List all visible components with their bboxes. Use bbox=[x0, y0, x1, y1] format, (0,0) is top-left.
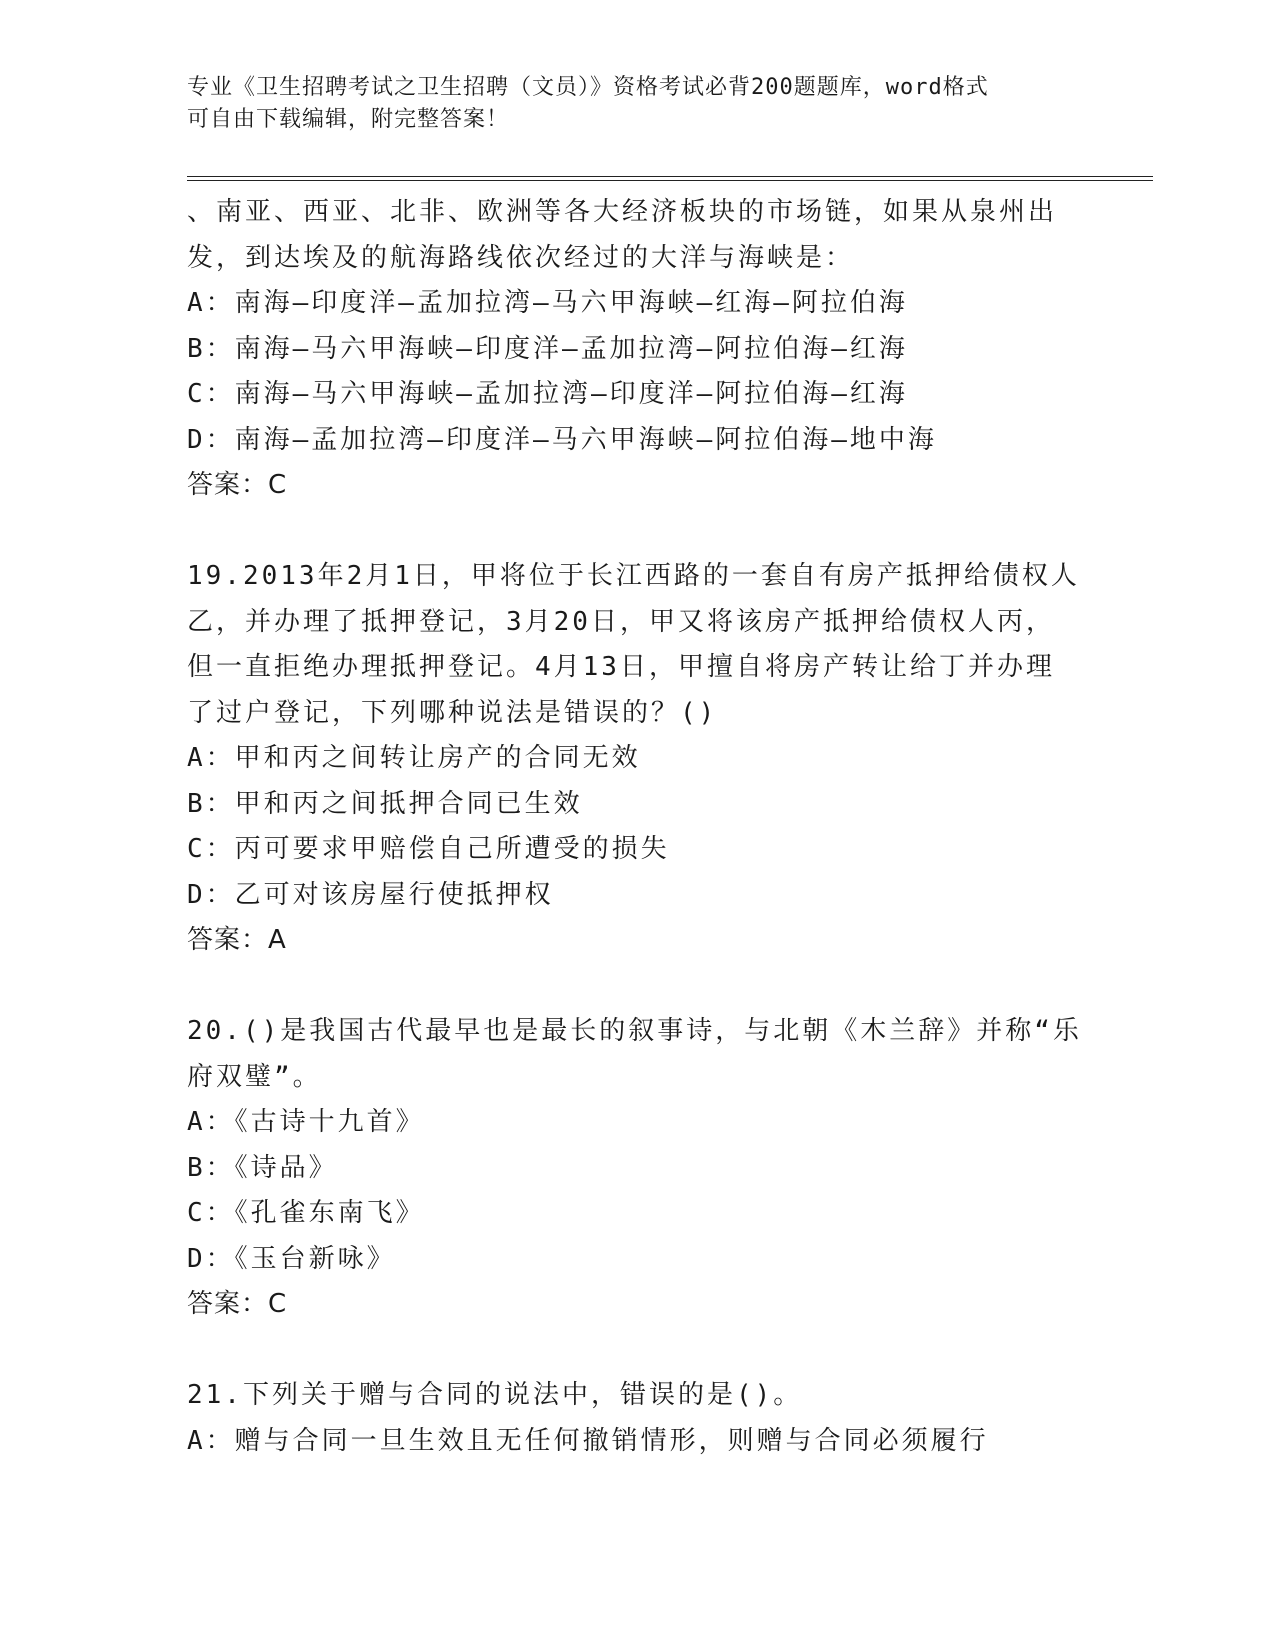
option-d: D：南海—孟加拉湾—印度洋—马六甲海峡—阿拉伯海—地中海 bbox=[187, 424, 937, 455]
question-text: 府双璧”。 bbox=[187, 1061, 322, 1092]
option-b: B：南海—马六甲海峡—印度洋—孟加拉湾—阿拉伯海—红海 bbox=[187, 333, 908, 364]
header-line-2: 可自由下载编辑，附完整答案！ bbox=[187, 107, 510, 132]
answer: 答案：C bbox=[187, 1289, 288, 1319]
question-text: 20.()是我国古代最早也是最长的叙事诗，与北朝《木兰辞》并称“乐 bbox=[187, 1016, 1082, 1046]
question-18 bbox=[187, 190, 1087, 509]
spacer bbox=[187, 964, 1087, 1010]
question-19 bbox=[187, 554, 1087, 964]
question-text: 乙，并办理了抵押登记，3月20日，甲又将该房产抵押给债权人丙， bbox=[187, 606, 1055, 637]
question-text: 21.下列关于赠与合同的说法中，错误的是()。 bbox=[187, 1380, 803, 1410]
answer: 答案：C bbox=[187, 470, 288, 500]
option-a: A：南海—印度洋—孟加拉湾—马六甲海峡—红海—阿拉伯海 bbox=[187, 288, 908, 318]
page-header bbox=[187, 72, 1087, 136]
option-a: A：赠与合同一旦生效且无任何撤销情形，则赠与合同必须履行 bbox=[187, 1425, 989, 1456]
option-b: B：《诗品》 bbox=[187, 1152, 338, 1183]
spacer bbox=[187, 1328, 1087, 1374]
option-c: C：丙可要求甲赔偿自己所遭受的损失 bbox=[187, 834, 670, 864]
question-text: 19.2013年2月1日，甲将位于长江西路的一套自有房产抵押给债权人 bbox=[187, 561, 1080, 591]
option-a: A：《古诗十九首》 bbox=[187, 1107, 425, 1137]
option-d: D：乙可对该房屋行使抵押权 bbox=[187, 879, 554, 910]
question-text: 、南亚、西亚、北非、欧洲等各大经济板块的市场链，如果从泉州出 bbox=[187, 197, 1058, 227]
option-d: D：《玉台新咏》 bbox=[187, 1243, 396, 1274]
header-divider bbox=[187, 176, 1153, 181]
spacer bbox=[187, 509, 1087, 555]
question-21 bbox=[187, 1373, 1087, 1464]
question-text: 发，到达埃及的航海路线依次经过的大洋与海峡是： bbox=[187, 242, 855, 273]
option-a: A：甲和丙之间转让房产的合同无效 bbox=[187, 743, 641, 773]
header-line-1: 专业《卫生招聘考试之卫生招聘（文员）》资格考试必背200题题库，word格式 bbox=[187, 75, 989, 100]
question-list bbox=[187, 190, 1087, 1464]
option-b: B：甲和丙之间抵押合同已生效 bbox=[187, 788, 583, 819]
question-text: 但一直拒绝办理抵押登记。4月13日，甲擅自将房产转让给丁并办理 bbox=[187, 652, 1055, 682]
option-c: C：《孔雀东南飞》 bbox=[187, 1198, 425, 1228]
question-20 bbox=[187, 1009, 1087, 1328]
question-text: 了过户登记，下列哪种说法是错误的？() bbox=[187, 697, 718, 728]
option-c: C：南海—马六甲海峡—孟加拉湾—印度洋—阿拉伯海—红海 bbox=[187, 379, 908, 409]
answer: 答案：A bbox=[187, 925, 287, 955]
